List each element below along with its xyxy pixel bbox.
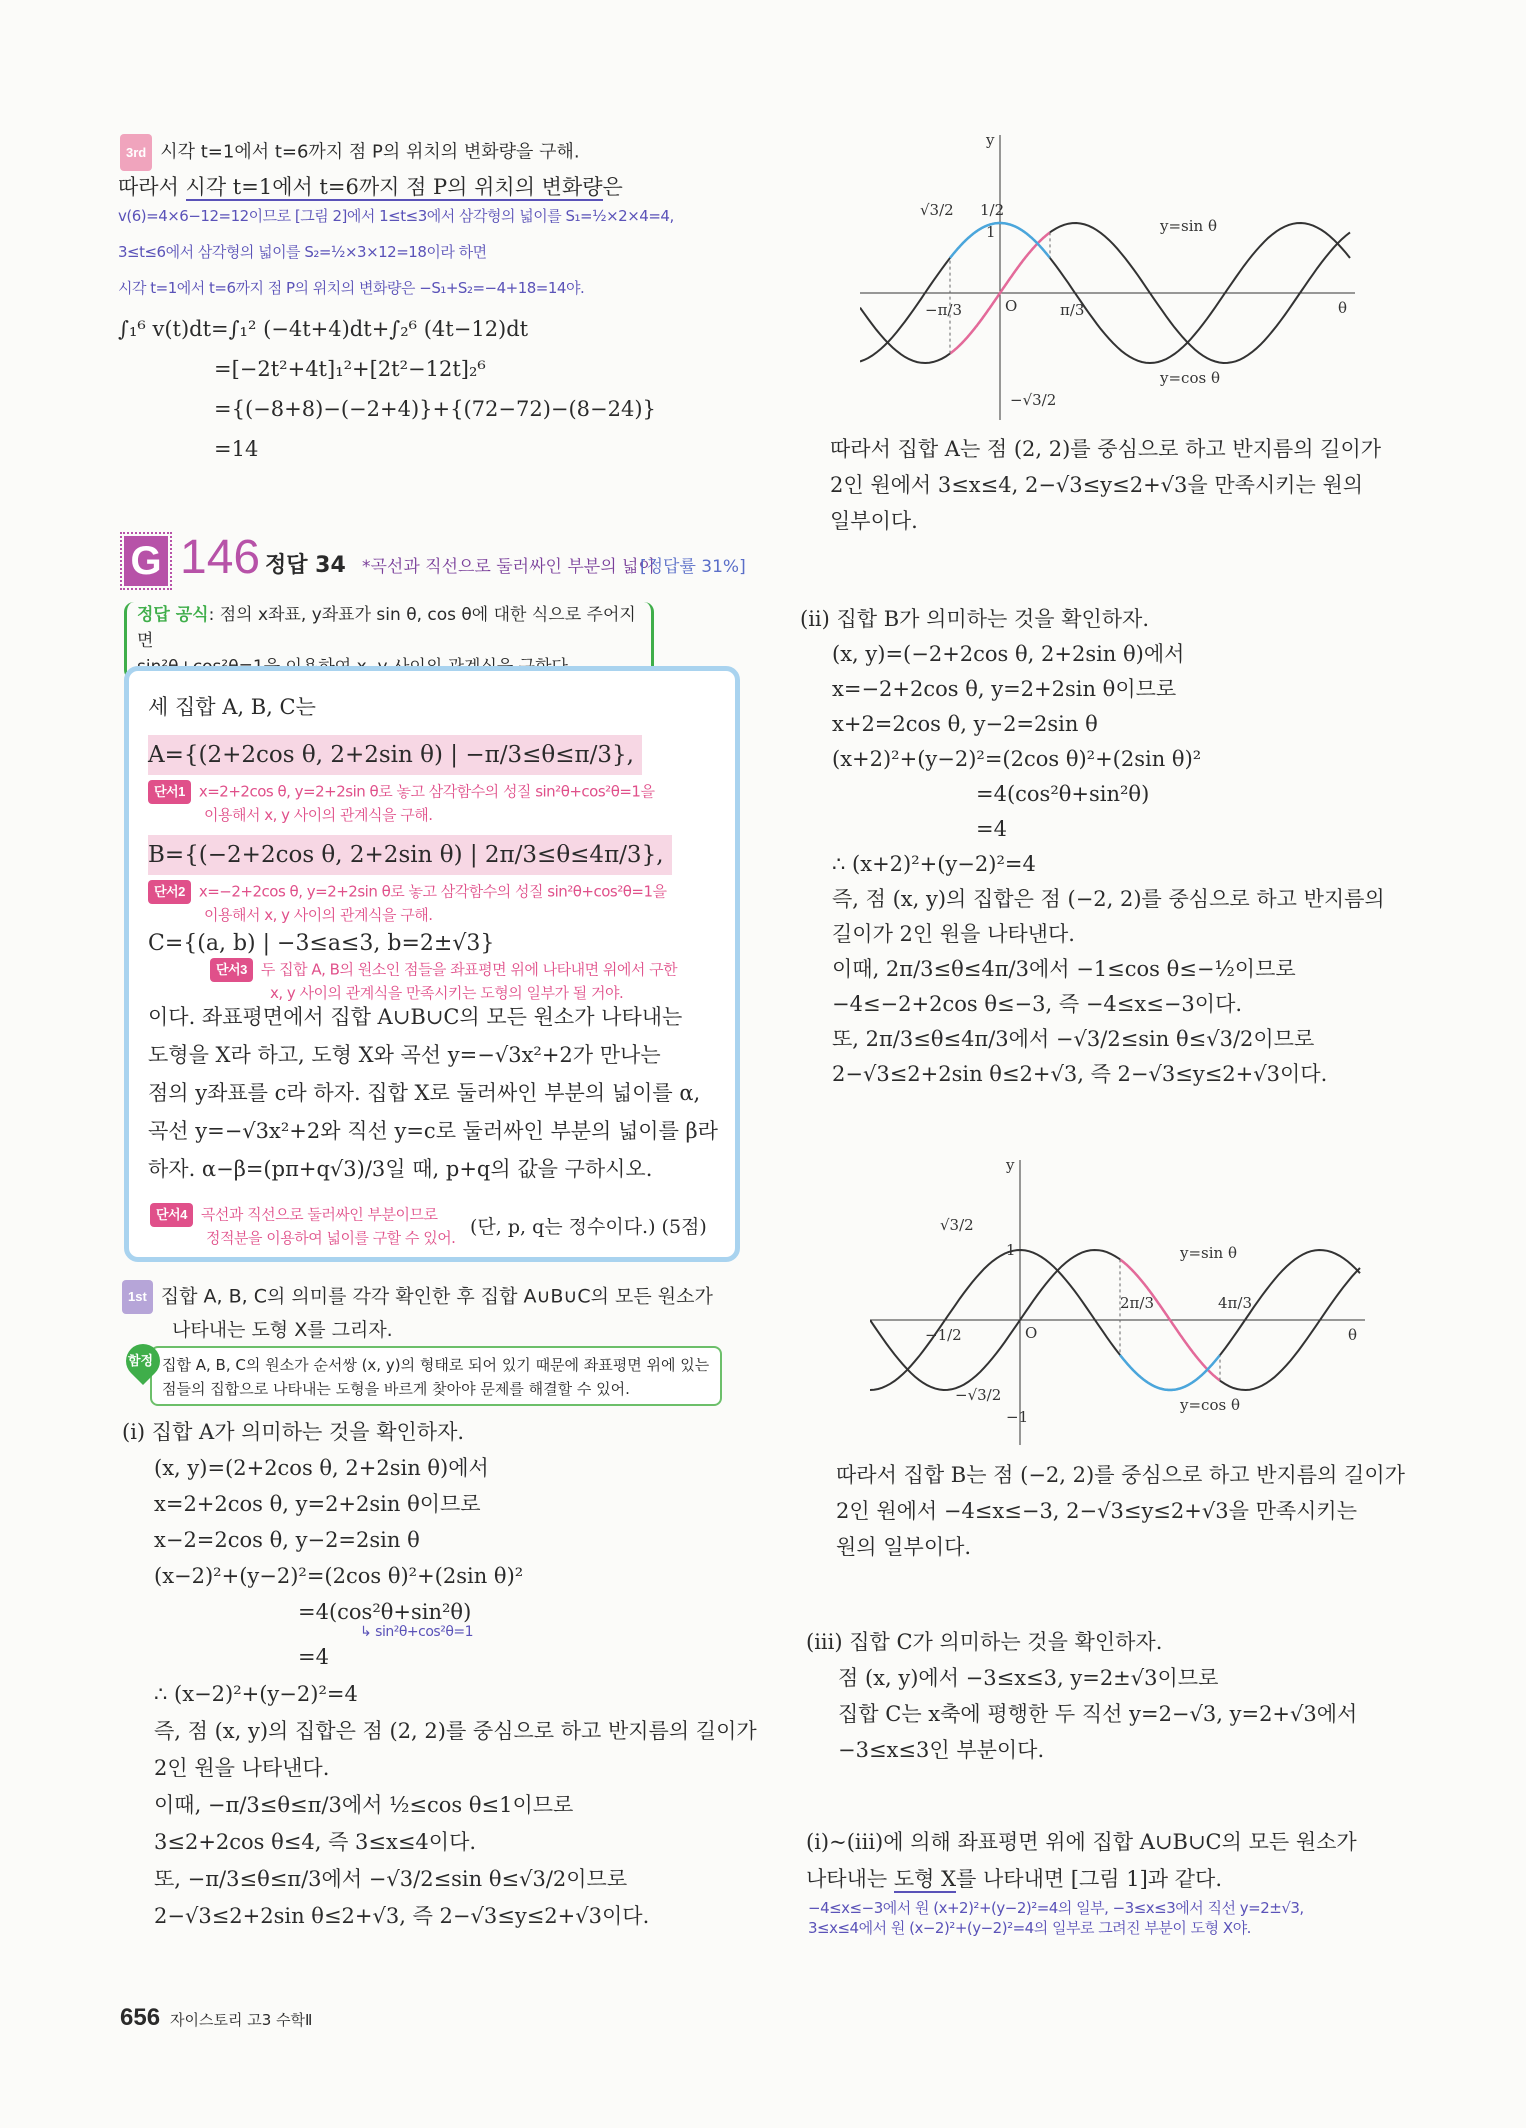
final-underlined: 도형 X xyxy=(893,1867,957,1891)
hint-2-tag: 단서2 xyxy=(148,880,191,904)
trap-line: 점들의 집합으로 나타내는 도형을 바르게 찾아야 문제를 해결할 수 있어. xyxy=(162,1380,630,1398)
text-line: 즉, 점 (x, y)의 집합은 점 (−2, 2)를 중심으로 하고 반지름의 xyxy=(832,887,1385,911)
text-line: 시각 t=1에서 t=6까지 점 P의 위치의 변화량은 −S₁+S₂=−4+18=14야. xyxy=(118,279,585,297)
theta-label: θ xyxy=(1348,1326,1358,1344)
text-line: 2−√3≤2+2sin θ≤2+√3, 즉 2−√3≤y≤2+√3이다. xyxy=(154,1904,650,1928)
hint-4 xyxy=(150,1203,455,1249)
text-line: 또, −π/3≤θ≤π/3에서 −√3/2≤sin θ≤√3/2이므로 xyxy=(154,1867,628,1891)
text-line: =[−2t²+4t]₁²+[2t²−12t]₂⁶ xyxy=(214,357,486,381)
hint-line: x=2+2cos θ, y=2+2sin θ로 놓고 삼각함수의 성질 sin²θ+cos²θ=1을 xyxy=(198,782,655,801)
problem-condition: (단, p, q는 정수이다.) (5점) xyxy=(470,1216,707,1238)
final-line-2 xyxy=(806,1862,1222,1897)
text-line: (x, y)=(−2+2cos θ, 2+2sin θ)에서 xyxy=(832,642,1185,666)
text-line: =14 xyxy=(214,437,259,461)
label: 1 xyxy=(1006,1241,1016,1259)
text-line: ∫₁⁶ v(t)dt=∫₁² (−4t+4)dt+∫₂⁶ (4t−12)dt xyxy=(118,317,529,341)
formula-label: 정답 공식 xyxy=(137,605,209,625)
final-prefix: 나타내는 xyxy=(806,1867,894,1891)
text-line: 곡선 y=−√3x²+2와 직선 y=c로 둘러싸인 부분의 넓이를 β라 xyxy=(148,1119,718,1143)
text-line: x=2+2cos θ, y=2+2sin θ이므로 xyxy=(154,1492,481,1516)
y-label: y xyxy=(1006,1160,1015,1174)
text-line: ={(−8+8)−(−2+4)}+{(72−72)−(8−24)} xyxy=(214,397,656,421)
origin-label: O xyxy=(1005,297,1018,315)
text-line: 2인 원을 나타낸다. xyxy=(154,1756,330,1780)
text-line: 2인 원에서 3≤x≤4, 2−√3≤y≤2+√3을 만족시키는 원의 xyxy=(830,473,1364,497)
label: 4π/3 xyxy=(1218,1294,1252,1312)
topic: *곡선과 직선으로 둘러싸인 부분의 넓이 xyxy=(362,557,655,577)
text-line: (x−2)²+(y−2)²=(2cos θ)²+(2sin θ)² xyxy=(154,1564,524,1588)
label: π/3 xyxy=(1060,301,1085,319)
text-line: 점 (x, y)에서 −3≤x≤3, y=2±√3이므로 xyxy=(838,1666,1219,1690)
hint-4-tag: 단서4 xyxy=(150,1203,193,1227)
text-line: 일부이다. xyxy=(830,509,918,533)
text-line: 하자. α−β=(pπ+q√3)/3일 때, p+q의 값을 구하시오. xyxy=(148,1157,653,1181)
set-b: B={(−2+2cos θ, 2+2sin θ) | 2π/3≤θ≤4π/3}, xyxy=(148,835,672,875)
intro-line xyxy=(118,170,623,205)
text-line: 3≤2+2cos θ≤4, 즉 3≤x≤4이다. xyxy=(154,1830,477,1854)
step3-text: 시각 t=1에서 t=6까지 점 P의 위치의 변화량을 구해. xyxy=(160,141,580,163)
intro-prefix: 따라서 xyxy=(118,175,186,199)
hint-line: 곡선과 직선으로 둘러싸인 부분이므로 xyxy=(200,1205,438,1224)
text-line: 점의 y좌표를 c라 하자. 집합 X로 둘러싸인 부분의 넓이를 α, xyxy=(148,1081,701,1105)
text-line: 이다. 좌표평면에서 집합 A∪B∪C의 모든 원소가 나타내는 xyxy=(148,1005,683,1029)
answer: 정답 34 xyxy=(265,553,346,578)
text-line: −4≤−2+2cos θ≤−3, 즉 −4≤x≤−3이다. xyxy=(832,992,1243,1016)
hint-3-tag: 단서3 xyxy=(210,958,253,982)
step3-line xyxy=(120,134,580,171)
text-line: =4(cos²θ+sin²θ) xyxy=(976,782,1150,806)
label: −√3/2 xyxy=(955,1386,1002,1404)
sin-label: y=sin θ xyxy=(1160,217,1217,235)
graph-1 xyxy=(860,135,1360,425)
label: 2π/3 xyxy=(1120,1294,1154,1312)
problem-intro: 세 집합 A, B, C는 xyxy=(148,695,316,719)
label: −√3/2 xyxy=(1010,391,1057,409)
label: 1 xyxy=(986,223,996,241)
hint-3 xyxy=(210,958,677,1004)
text-line: 이때, 2π/3≤θ≤4π/3에서 −1≤cos θ≤−½이므로 xyxy=(832,957,1296,981)
label: −π/3 xyxy=(925,301,963,319)
hint-line: 이용해서 x, y 사이의 관계식을 구해. xyxy=(204,906,433,924)
step3-tag: 3rd xyxy=(120,134,152,171)
text-line: x−2=2cos θ, y−2=2sin θ xyxy=(154,1528,420,1552)
text-line: 길이가 2인 원을 나타낸다. xyxy=(832,922,1075,946)
step1-line: 집합 A, B, C의 의미를 각각 확인한 후 집합 A∪B∪C의 모든 원소가 xyxy=(160,1285,713,1308)
set-a: A={(2+2cos θ, 2+2sin θ) | −π/3≤θ≤π/3}, xyxy=(148,735,642,775)
case-a-note: ↳ sin²θ+cos²θ=1 xyxy=(360,1624,474,1640)
step1-tag: 1st xyxy=(122,1280,153,1314)
text-line: x+2=2cos θ, y−2=2sin θ xyxy=(832,712,1098,736)
cos-label: y=cos θ xyxy=(1160,369,1220,387)
text-line: =4(cos²θ+sin²θ) xyxy=(298,1600,472,1624)
text-line: (iii) 집합 C가 의미하는 것을 확인하자. xyxy=(806,1630,1163,1654)
hint-1-tag: 단서1 xyxy=(148,780,191,804)
text-line: 이때, −π/3≤θ≤π/3에서 ½≤cos θ≤1이므로 xyxy=(154,1793,574,1817)
label: −1/2 xyxy=(925,1326,962,1344)
correct-rate: [정답률 31%] xyxy=(640,557,746,577)
text-line: =4 xyxy=(976,817,1007,841)
text-line: 원의 일부이다. xyxy=(836,1535,972,1559)
hint-1 xyxy=(148,780,654,826)
hint-line: x, y 사이의 관계식을 만족시키는 도형의 일부가 될 거야. xyxy=(270,984,624,1002)
theta-label: θ xyxy=(1338,299,1348,317)
trap-label: 함정 xyxy=(128,1354,154,1369)
text-line: 3≤t≤6에서 삼각형의 넓이를 S₂=½×3×12=18이라 하면 xyxy=(118,243,487,261)
hint-line: 두 집합 A, B의 원소인 점들을 좌표평면 위에 나타내면 위에서 구한 xyxy=(260,960,678,979)
hint-line: x=−2+2cos θ, y=2+2sin θ로 놓고 삼각함수의 성질 sin²θ+cos²θ=1을 xyxy=(198,882,667,901)
text-line: v(6)=4×6−12=12이므로 [그림 2]에서 1≤t≤3에서 삼각형의 넓이를 S₁=½×2×4=4, xyxy=(118,207,674,225)
text-line: 또, 2π/3≤θ≤4π/3에서 −√3/2≤sin θ≤√3/2이므로 xyxy=(832,1027,1315,1051)
text-line: 집합 C는 x축에 평행한 두 직선 y=2−√3, y=2+√3에서 xyxy=(838,1702,1358,1726)
text-line: −4≤x≤−3에서 원 (x+2)²+(y−2)²=4의 일부, −3≤x≤3에서 직선 y=2±√3, xyxy=(808,1899,1304,1917)
text-line: (x, y)=(2+2cos θ, 2+2sin θ)에서 xyxy=(154,1456,489,1480)
cos-highlight xyxy=(1120,1355,1220,1390)
set-c: C={(a, b) | −3≤a≤3, b=2±√3} xyxy=(148,931,495,956)
text-line: (x+2)²+(y−2)²=(2cos θ)²+(2sin θ)² xyxy=(832,747,1202,771)
footer xyxy=(120,2004,312,2032)
text-line: 도형을 X라 하고, 도형 X와 곡선 y=−√3x²+2가 만나는 xyxy=(148,1043,661,1067)
trap-line: 집합 A, B, C의 원소가 순서쌍 (x, y)의 형태로 되어 있기 때문에 좌표평면 위에 있는 xyxy=(162,1356,710,1374)
section-letter: G xyxy=(124,536,168,586)
graph-2 xyxy=(870,1160,1370,1450)
text-line: (ii) 집합 B가 의미하는 것을 확인하자. xyxy=(800,607,1150,631)
text-line: 3≤x≤4에서 원 (x−2)²+(y−2)²=4의 일부로 그려진 부분이 도형 X야. xyxy=(808,1919,1251,1937)
label: √3/2 xyxy=(920,201,954,219)
text-line: x=−2+2cos θ, y=2+2sin θ이므로 xyxy=(832,677,1177,701)
step1-line: 나타내는 도형 X를 그리자. xyxy=(172,1319,393,1341)
text-line: ∴ (x−2)²+(y−2)²=4 xyxy=(154,1682,358,1706)
book-title: 자이스토리 고3 수학Ⅱ xyxy=(170,2011,313,2029)
label: 1/2 xyxy=(980,201,1005,219)
origin-label: O xyxy=(1025,1324,1038,1342)
text-line: 2인 원에서 −4≤x≤−3, 2−√3≤y≤2+√3을 만족시키는 xyxy=(836,1499,1357,1523)
text-line: −3≤x≤3인 부분이다. xyxy=(838,1738,1045,1762)
text-line: 따라서 집합 A는 점 (2, 2)를 중심으로 하고 반지름의 길이가 xyxy=(830,437,1382,461)
intro-underlined: 시각 t=1에서 t=6까지 점 P의 위치의 변화량 xyxy=(185,175,603,199)
formula-line: : 점의 x좌표, y좌표가 sin θ, cos θ에 대한 식으로 주어지면 xyxy=(137,605,636,651)
final-line: (i)~(iii)에 의해 좌표평면 위에 집합 A∪B∪C의 모든 원소가 xyxy=(806,1830,1357,1854)
step1 xyxy=(122,1280,713,1346)
text-line: =4 xyxy=(298,1645,329,1669)
sin-label: y=sin θ xyxy=(1180,1244,1237,1262)
problem-number: 146 xyxy=(180,531,261,584)
y-label: y xyxy=(986,135,995,149)
trap-box xyxy=(150,1346,722,1406)
final-suffix: 를 나타내면 [그림 1]과 같다. xyxy=(956,1867,1223,1891)
label: √3/2 xyxy=(940,1216,974,1234)
text-line: 2−√3≤2+2sin θ≤2+√3, 즉 2−√3≤y≤2+√3이다. xyxy=(832,1062,1328,1086)
cos-label: y=cos θ xyxy=(1180,1396,1240,1414)
intro-suffix: 은 xyxy=(602,175,623,199)
label: −1 xyxy=(1006,1408,1029,1426)
text-line: (i) 집합 A가 의미하는 것을 확인하자. xyxy=(122,1420,465,1444)
text-line: 따라서 집합 B는 점 (−2, 2)를 중심으로 하고 반지름의 길이가 xyxy=(836,1463,1405,1487)
hint-2 xyxy=(148,880,667,926)
hint-line: 정적분을 이용하여 넓이를 구할 수 있어. xyxy=(206,1229,456,1247)
text-line: ∴ (x+2)²+(y−2)²=4 xyxy=(832,852,1036,876)
page-number: 656 xyxy=(120,2004,161,2031)
text-line: 즉, 점 (x, y)의 집합은 점 (2, 2)를 중심으로 하고 반지름의 길이가 xyxy=(154,1719,757,1743)
hint-line: 이용해서 x, y 사이의 관계식을 구해. xyxy=(204,806,433,824)
